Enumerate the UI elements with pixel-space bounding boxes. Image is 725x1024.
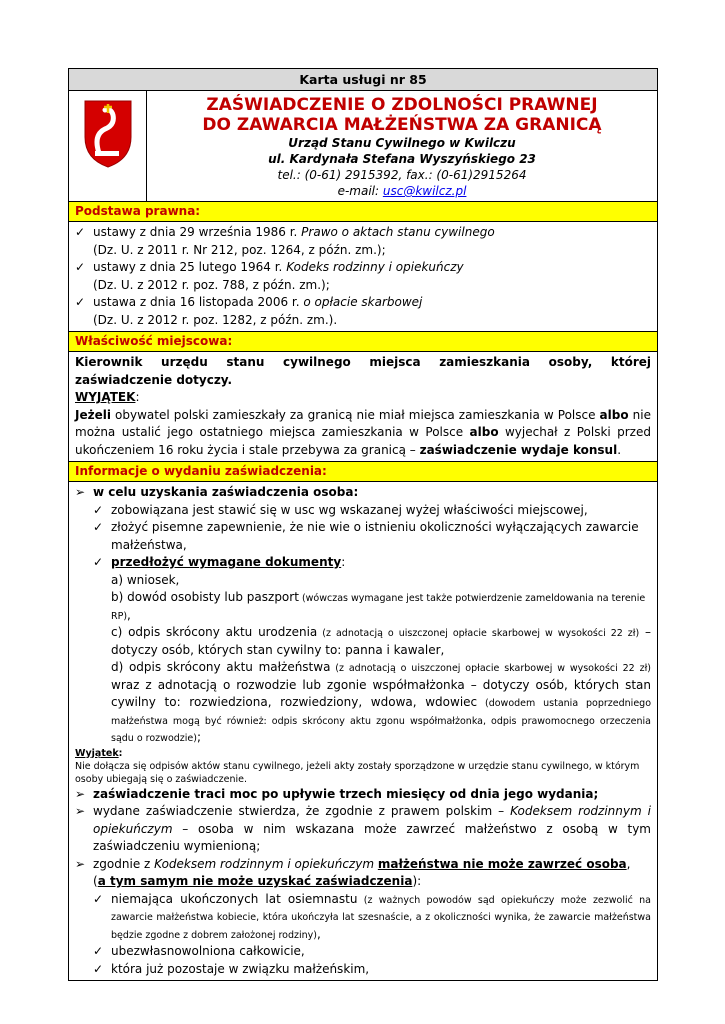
list-item: ✓ która już pozostaje w związku małżeńskim, (93, 961, 651, 979)
list-item: ✓ ustawy z dnia 25 lutego 1964 r. Kodeks rodzinny i opiekuńczy (Dz. U. z 2012 r. poz. 788, z późn. zm.); (75, 259, 651, 294)
heading-line-2: DO ZAWARCIA MAŁŻEŃSTWA ZA GRANICĄ (202, 115, 602, 135)
office-name: Urząd Stanu Cywilnego w Kwilczu (288, 136, 516, 150)
check-icon: ✓ (93, 944, 104, 958)
list-item: ➢ wydane zaświadczenie stwierdza, że zgodnie z prawem polskim – Kodeksem rodzinnym i opiekuńczym – osoba w nim wskazana może zawrzeć małżeństwo z osobą w tym zaświadczeniu wymienioną; (75, 803, 651, 856)
list-item: ➢ w celu uzyskania zaświadczenia osoba: (75, 484, 651, 502)
check-icon: ✓ (93, 502, 104, 517)
check-icon: ✓ (93, 520, 104, 534)
section-jurisdiction: Kierownik urzędu stanu cywilnego miejsca zamieszkania osoby, której zaświadczenie dotyczy. WYJĄTEK: Jeżeli obywatel polski zamieszkały za granicą nie miał miejsca zamieszkania w Polsce albo nie można ustalić jego ostatniego miejsca zamieszkania w Polsce albo wyjechał z Polski przed ukończeniem 16 roku życia i stale przebywa za granicą – zaświadczenie wydaje konsul. (69, 352, 657, 462)
heading-line-1: ZAŚWIADCZENIE O ZDOLNOŚCI PRAWNEJ (206, 95, 598, 115)
exception-note: Wyjątek: Nie dołącza się odpisów aktów stanu cywilnego, jeżeli akty zostały sporządzone w urzędzie stanu cywilnego, w którym osoby ubiegają się o zaświadczenie. (75, 747, 640, 785)
arrow-bullet-icon: ➢ (75, 856, 86, 871)
header-text (147, 91, 657, 201)
check-icon: ✓ (75, 225, 86, 239)
section-legal-basis (69, 222, 657, 332)
check-icon: ✓ (93, 961, 104, 976)
list-item: ✓ przedłożyć wymagane dokumenty: (93, 554, 651, 572)
section-legal-basis-title: Podstawa prawna: (69, 202, 657, 222)
list-item: ✓ zobowiązana jest stawić się w usc wg wskazanej wyżej właściwości miejscowej, (93, 502, 651, 520)
section-jurisdiction-title: Właściwość miejscowa: (69, 332, 657, 352)
office-address: ul. Kardynała Stefana Wyszyńskiego 23 (268, 152, 536, 166)
check-icon: ✓ (93, 891, 104, 906)
list-item: ➢ zaświadczenie traci moc po upływie trzech miesięcy od dnia jego wydania; (75, 786, 651, 804)
check-icon: ✓ (75, 260, 86, 274)
list-item: ✓ niemająca ukończonych lat osiemnastu (z ważnych powodów sąd opiekuńczy może zezwolić na zawarcie małżeństwa kobiecie, która ukończyła lat szesnaście, a z okoliczności wynika, że zawarcie małżeństwa będzie zgodne z dobrem założonej rodziny), (93, 891, 651, 944)
coat-of-arms-logo (69, 91, 147, 201)
section-issue-info: ➢ w celu uzyskania zaświadczenia osoba: ✓ zobowiązana jest stawić się w usc wg wskazanej wyżej właściwości miejscowej, ✓ złożyć pisemne zapewnienie, że nie wie o istnieniu okoliczności wyłączających zawarcie małżeństwa, ✓ przedłożyć wymagane dokumenty: a) wniosek, b) dowód osobisty lub paszport (wówczas wymagane jest także potwierdzenie zameldowania na terenie RP), c) odpis skrócony aktu urodzenia (z adnotacją o uiszczonej opłacie skarbowej w wysokości 22 zł) – dotyczy osób, których stan cywilny to: panna i kawaler, d) odpis skrócony aktu małżeństwa (z adnotacją o uiszczonej opłacie skarbowej w wysokości 22 zł) wraz z adnotacją o rozwodzie lub zgonie współmałżonka – dotyczy osób, których stan cywilny to: rozwiedziona, rozwiedziony, wdowa, wdowiec (dowodem ustania poprzedniego małżeństwa mogą być również: odpis skrócony aktu zgonu współmałżonka, odpis prawomocnego orzeczenia sądu o rozwodzie); Wyjątek: Nie dołącza się odpisów aktów stanu cywilnego, jeżeli akty zostały sporządzone w urzędzie stanu cywilnego, w którym osoby ubiegają się o zaświadczenie. ➢ zaświadczenie traci moc po upływie trzech miesięcy od dnia jego wydania; ➢ wydane zaświadczenie stwierdza, że zgodnie z prawem polskim – Kodeksem rodzinnym i opiekuńczym – osoba w nim wskazana może zawrzeć małżeństwo z osobą w tym zaświadczeniu wymienioną; ➢ zgodnie z Kodeksem rodzinnym i opiekuńczym małżeństwa nie może zawrzeć osoba, (a tym samym nie może uzyskać zaświadczenia): ✓ niemająca ukończonych lat osiemnastu (z ważnych powodów sąd opiekuńczy może zezwolić na zawarcie małżeństwa kobiecie, która ukończyła lat szesnaście, a z okoliczności wynika, że zawarcie małżeństwa będzie zgodne z dobrem założonej rodziny), ✓ ubezwłasnowolniona całkowicie, ✓ która już pozostaje w związku małżeńskim, (69, 482, 657, 980)
list-item: ✓ ubezwłasnowolniona całkowicie, (93, 943, 651, 961)
office-phone: tel.: (0-61) 2915392, fax.: (0-61)2915264 (277, 168, 527, 182)
arrow-bullet-icon: ➢ (75, 485, 86, 499)
card-title: Karta usługi nr 85 (69, 69, 657, 91)
list-item: ✓ złożyć pisemne zapewnienie, że nie wie o istnieniu okoliczności wyłączających zawarcie małżeństwa, (93, 519, 651, 554)
email-link[interactable]: usc@kwilcz.pl (382, 184, 467, 198)
arrow-bullet-icon: ➢ (75, 786, 86, 801)
arrow-bullet-icon: ➢ (75, 804, 86, 818)
section-issue-info-title: Informacje o wydaniu zaświadczenia: (69, 462, 657, 482)
service-card (68, 68, 658, 981)
header (69, 91, 657, 202)
list-item: ✓ ustawy z dnia 29 września 1986 r. Prawo o aktach stanu cywilnego (Dz. U. z 2011 r. Nr 212, poz. 1264, z późn. zm.); (75, 224, 651, 259)
list-item: ✓ ustawa z dnia 16 listopada 2006 r. o opłacie skarbowej (Dz. U. z 2012 r. poz. 1282, z późn. zm.). (75, 294, 651, 329)
office-email: e-mail: usc@kwilcz.pl (337, 184, 467, 198)
check-icon: ✓ (75, 295, 86, 309)
check-icon: ✓ (93, 555, 104, 569)
list-item: ➢ zgodnie z Kodeksem rodzinnym i opiekuńczym małżeństwa nie może zawrzeć osoba, (a tym samym nie może uzyskać zaświadczenia): (75, 856, 651, 891)
